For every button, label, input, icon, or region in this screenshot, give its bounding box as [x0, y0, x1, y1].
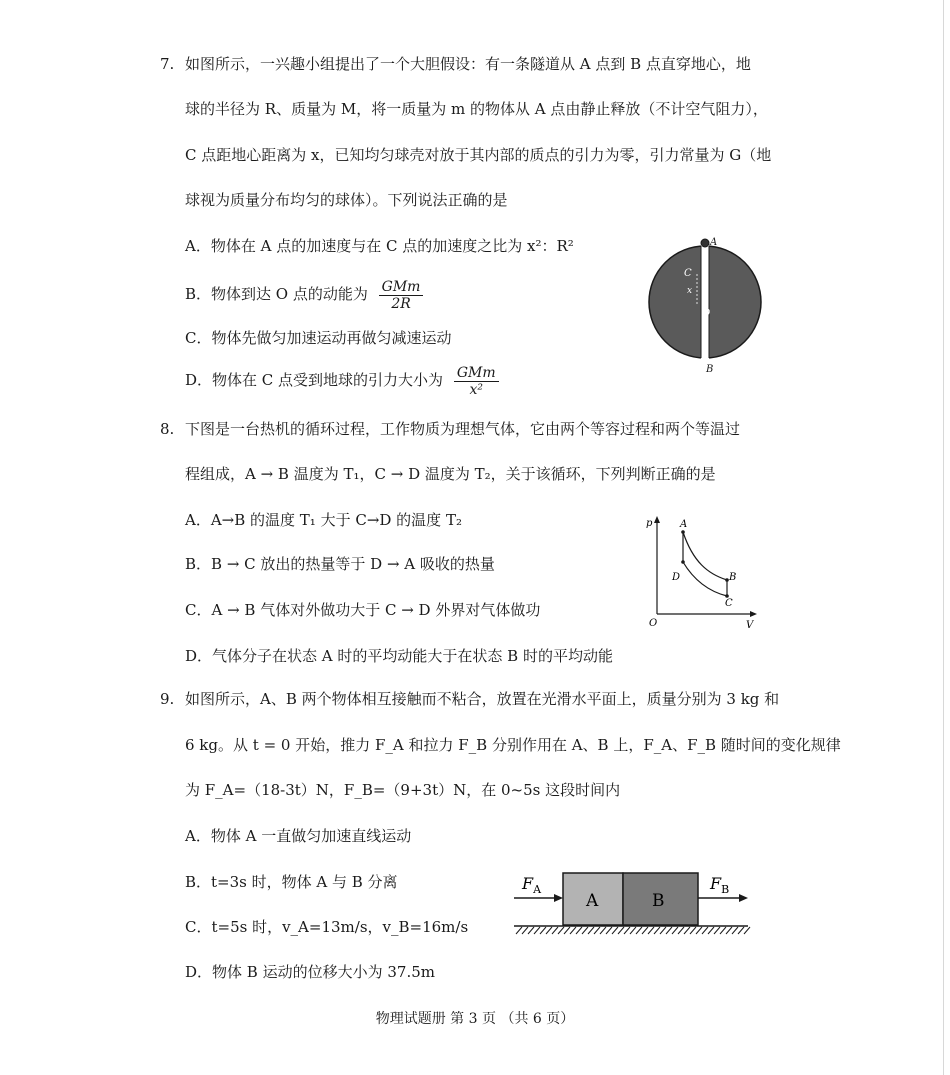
q8-option-c: C．A → B 气体对外做功大于 C → D 外界对气体做功	[185, 601, 541, 619]
q8-option-b: B．B → C 放出的热量等于 D → A 吸收的热量	[185, 555, 495, 573]
label-o: O	[702, 308, 711, 319]
label-v: V	[746, 620, 754, 630]
label-c: C	[684, 268, 692, 279]
q9-number: 9.	[160, 690, 175, 708]
force-a-label: $F_A$	[522, 874, 542, 896]
label-state-c: C	[725, 598, 733, 609]
label-x: x	[687, 286, 693, 296]
q9-stem-line3: 为 F_A=（18-3t）N，F_B=（9+3t）N，在 0~5s 这段时间内	[185, 781, 621, 799]
page-footer: 物理试题册 第 3 页 （共 6 页）	[375, 1011, 575, 1027]
q7-option-c: C．物体先做匀加速运动再做匀减速运动	[185, 329, 452, 347]
label-origin: O	[649, 618, 658, 629]
q9-option-a: A．物体 A 一直做匀加速直线运动	[185, 827, 412, 845]
q7-option-d-fraction	[454, 365, 499, 398]
fraction-denominator: 2R	[391, 295, 411, 312]
q7-option-b-text: B．物体到达 O 点的动能为	[185, 285, 368, 303]
label-state-d: D	[672, 572, 681, 583]
label-state-a: A	[680, 519, 688, 530]
q9-option-c: C．t=5s 时，v_A=13m/s，v_B=16m/s	[185, 918, 469, 936]
q7-stem-line4: 球视为质量分布均匀的球体）。下列说法正确的是	[185, 191, 508, 209]
tunnel	[701, 244, 709, 362]
ground-hatching	[516, 927, 750, 934]
point-a-ball	[701, 239, 709, 247]
label-b: B	[706, 364, 714, 375]
fraction-numerator: GMm	[379, 279, 424, 296]
label-a: A	[710, 237, 718, 248]
label-p: p	[646, 518, 653, 529]
q9-option-d: D．物体 B 运动的位移大小为 37.5m	[185, 963, 435, 981]
label-state-b: B	[729, 572, 737, 583]
force-b-label: $F_B$	[710, 874, 730, 896]
q9-stem-line2: 6 kg。从 t = 0 开始，推力 F_A 和拉力 F_B 分别作用在 A、B 上，F_A、F_B 随时间的变化规律	[185, 736, 841, 754]
q7-stem-line3: C 点距地心距离为 x，已知均匀球壳对放于其内部的质点的引力为零，引力常量为 G（地	[185, 146, 772, 164]
fraction-numerator: GMm	[454, 365, 499, 382]
q9-option-b: B．t=3s 时，物体 A 与 B 分离	[185, 873, 398, 891]
q7-stem-line2: 球的半径为 R、质量为 M，将一质量为 m 的物体从 A 点由静止释放（不计空气阻力），	[185, 100, 768, 118]
q8-number: 8.	[160, 420, 175, 438]
q8-stem-line2: 程组成，A → B 温度为 T₁，C → D 温度为 T₂，关于该循环，下列判断正确的是	[185, 465, 716, 483]
q8-option-d: D．气体分子在状态 A 时的平均动能大于在状态 B 时的平均动能	[185, 647, 613, 665]
block-b-label: B	[652, 891, 665, 911]
q7-option-d	[185, 362, 499, 398]
isotherm-cd	[683, 562, 727, 596]
q9-stem-line1: 如图所示，A、B 两个物体相互接触而不粘合，放置在光滑水平面上，质量分别为 3 kg 和	[185, 690, 780, 708]
block-a-label: A	[586, 891, 599, 911]
q8-stem-line1: 下图是一台热机的循环过程，工作物质为理想气体，它由两个等容过程和两个等温过	[185, 420, 741, 438]
q7-option-a: A．物体在 A 点的加速度与在 C 点的加速度之比为 x²：R²	[185, 237, 574, 255]
blocks-force-diagram	[510, 866, 755, 942]
q7-option-d-text: D．物体在 C 点受到地球的引力大小为	[185, 371, 444, 389]
q7-option-b	[185, 276, 423, 312]
isotherm-ab	[683, 532, 727, 580]
q7-option-b-fraction	[379, 279, 424, 312]
pv-cycle-diagram	[643, 514, 768, 630]
earth-tunnel-diagram	[640, 236, 770, 381]
fraction-denominator: x²	[469, 381, 483, 398]
q8-option-a: A．A→B 的温度 T₁ 大于 C→D 的温度 T₂	[185, 511, 462, 529]
q7-stem-line1: 如图所示，一兴趣小组提出了一个大胆假设：有一条隧道从 A 点到 B 点直穿地心，地	[185, 55, 751, 73]
q7-number: 7.	[160, 55, 175, 73]
state-a-point	[681, 530, 685, 534]
state-d-point	[681, 560, 685, 564]
page-edge	[943, 0, 944, 1075]
